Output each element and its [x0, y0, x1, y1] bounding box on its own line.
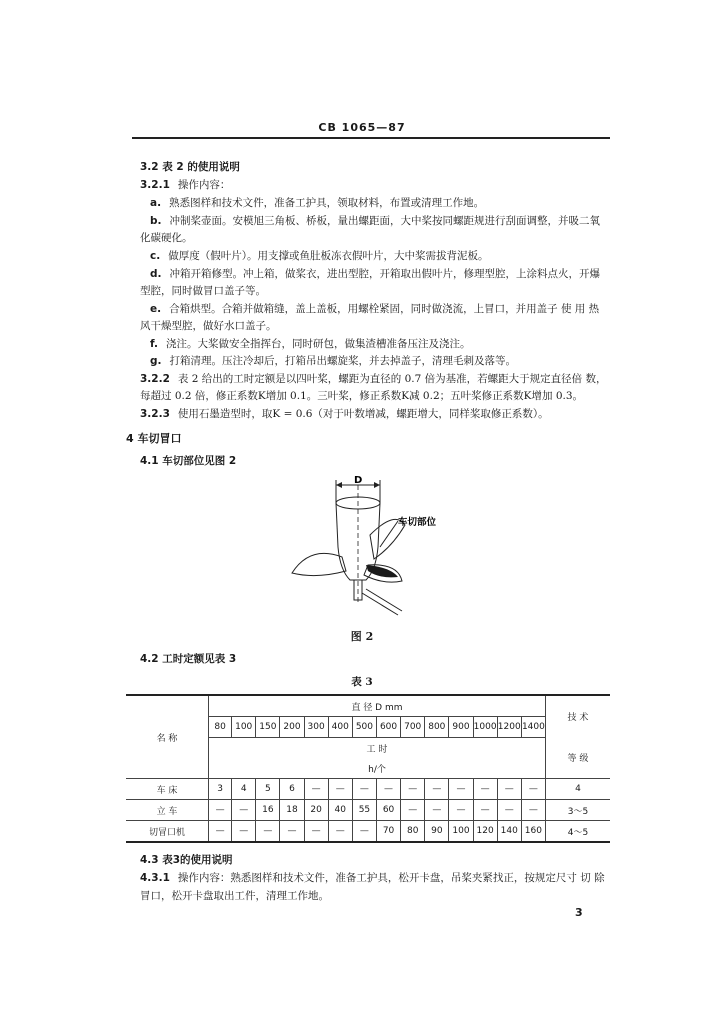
item-c-label: c. [150, 250, 161, 262]
row-value: 40 [328, 800, 352, 821]
item-f-text: 浇注。大桨做安全指挥台，同时研包，做集渣槽准备压注及浇注。 [165, 338, 471, 350]
clause-4-3-1-cont: 冒口，松开卡盘取出工件，清理工作地。 [140, 890, 329, 902]
item-b-text: 冲制桨壶面。安模旭三角板、桥板，量出螺距面，大中桨按同螺距规进行刮面调整，并吸二氧 [169, 215, 601, 227]
row-value: 4 [232, 779, 256, 800]
row-value: 160 [521, 821, 545, 843]
diameter-cell: 600 [376, 717, 400, 738]
table-3 [126, 694, 610, 843]
row-value: 55 [352, 800, 376, 821]
row-grade: 3～5 [545, 800, 610, 821]
row-value: 90 [425, 821, 449, 843]
item-b [150, 214, 600, 228]
item-e-label: e. [150, 303, 162, 315]
row-value: 120 [473, 821, 497, 843]
row-value: 70 [376, 821, 400, 843]
clause-4-3-1-label: 4.3.1 [140, 872, 170, 884]
clause-3-2-1-text: 操作内容： [177, 179, 231, 191]
row-value: — [401, 800, 425, 821]
cut-zone [366, 565, 398, 577]
row-value: 16 [256, 800, 280, 821]
row-name: 切冒口机 [126, 821, 209, 843]
clause-3-2-3-label: 3.2.3 [140, 408, 170, 420]
table-row [126, 779, 610, 800]
row-value: — [497, 800, 521, 821]
row-value: — [425, 800, 449, 821]
item-e-text: 合箱烘型。合箱并做箱缝，盖上盖板，用螺栓紧固，同时做浇流，上冒口，并用盖子 使 用 热 [169, 303, 600, 315]
row-value: — [401, 779, 425, 800]
row-value: — [256, 821, 280, 843]
row-value: — [449, 800, 473, 821]
clause-4-2: 4.2 工时定额见表 3 [140, 653, 237, 665]
header-rule [132, 137, 610, 139]
clause-3-2-2-cont: 每超过 0.2 倍，修正系数K增加 0.1。三叶桨，修正系数K减 0.2；五叶桨修正系数K增加 0.3。 [140, 390, 584, 402]
leader-line [380, 521, 398, 547]
row-value: — [449, 779, 473, 800]
clause-4-3-1 [140, 871, 605, 885]
table-row [126, 821, 610, 843]
row-value: — [232, 821, 256, 843]
item-d-cont: 型腔，同时做冒口盖子等。 [140, 285, 266, 297]
row-value: 20 [304, 800, 328, 821]
support-bar [362, 589, 402, 615]
row-value: 5 [256, 779, 280, 800]
item-g-text: 打箱清理。压注冷却后，打箱吊出螺旋桨，并去掉盖子，清理毛刺及落等。 [169, 355, 517, 367]
figure-caption: 图 2 [350, 630, 374, 643]
table-row [126, 800, 610, 821]
diameter-cell: 200 [280, 717, 304, 738]
diameter-cell: 100 [232, 717, 256, 738]
row-name: 车 床 [126, 779, 209, 800]
item-d [150, 267, 600, 281]
diameter-cell: 1400 [521, 717, 545, 738]
document-number: CB 1065—87 [318, 121, 406, 134]
diameter-cell: 500 [352, 717, 376, 738]
dimension-label: D [354, 475, 363, 486]
section-4-3-title: 4.3 表3的使用说明 [140, 854, 233, 866]
row-value: — [280, 821, 304, 843]
diameter-cell: 900 [449, 717, 473, 738]
row-value: — [232, 800, 256, 821]
header-diameter: 直 径 D mm [209, 695, 546, 717]
clause-4-1: 4.1 车切部位见图 2 [140, 455, 237, 467]
table-caption: 表 3 [351, 676, 373, 688]
row-value: — [304, 821, 328, 843]
item-d-label: d. [150, 268, 162, 280]
item-b-label: b. [150, 215, 162, 227]
section-4-title: 4 车切冒口 [126, 432, 182, 445]
header-grade: 等 级 [545, 738, 610, 779]
header-name: 名 称 [126, 695, 209, 779]
riser-side-left [336, 503, 338, 547]
item-g-label: g. [150, 355, 162, 367]
row-value: — [497, 779, 521, 800]
row-value: — [304, 779, 328, 800]
item-f-label: f. [150, 338, 158, 350]
item-e [150, 302, 599, 316]
row-value: 18 [280, 800, 304, 821]
cut-zone-label: 车切部位 [398, 517, 437, 528]
diameter-cell: 150 [256, 717, 280, 738]
row-value: — [352, 821, 376, 843]
clause-3-2-3 [140, 407, 549, 421]
clause-3-2-1-label: 3.2.1 [140, 179, 170, 191]
row-value: 100 [449, 821, 473, 843]
row-value: 60 [376, 800, 400, 821]
dimension-arrow-left [336, 482, 342, 488]
clause-4-3-1-text: 操作内容：熟悉图样和技术文件，准备工护具，松开卡盘，吊桨夹紧找正，按规定尺寸 切 除 [177, 872, 605, 884]
diameter-cell: 300 [304, 717, 328, 738]
row-value: — [425, 779, 449, 800]
diameter-cell: 400 [328, 717, 352, 738]
diameter-cell: 800 [425, 717, 449, 738]
diameter-cell: 1000 [473, 717, 497, 738]
row-value: — [521, 800, 545, 821]
row-value: 80 [401, 821, 425, 843]
row-value: — [473, 800, 497, 821]
header-unit: h/个 [209, 758, 546, 779]
row-value: 140 [497, 821, 521, 843]
row-value: — [376, 779, 400, 800]
row-value: 3 [209, 779, 232, 800]
row-value: 6 [280, 779, 304, 800]
row-value: — [209, 821, 232, 843]
diameter-cell: 80 [209, 717, 232, 738]
item-c-text: 做厚度（假叶片）。用支撑或鱼肚板冻衣假叶片，大中桨需拔背泥板。 [168, 250, 489, 262]
diameter-cell: 1200 [497, 717, 521, 738]
row-value: — [521, 779, 545, 800]
riser-side-right [378, 503, 380, 547]
blade-left [292, 553, 346, 575]
item-a-text: 熟悉图样和技术文件，准备工护具，领取材料，布置或清理工作地。 [169, 197, 485, 209]
item-a-label: a. [150, 197, 162, 209]
table-header-row-1 [126, 695, 610, 717]
row-value: — [209, 800, 232, 821]
row-grade: 4～5 [545, 821, 610, 843]
row-value: — [328, 779, 352, 800]
clause-3-2-3-text: 使用石墨造型时，取K = 0.6（对于叶数增减，螺距增大，同样桨取修正系数）。 [177, 408, 549, 420]
item-d-text: 冲箱开箱修型。冲上箱，做桨衣，进出型腔，开箱取出假叶片，修理型腔，上涂料点火，开爆 [169, 268, 601, 280]
row-grade: 4 [545, 779, 610, 800]
item-a [150, 196, 484, 210]
item-c [150, 249, 488, 263]
section-3-2-title: 3.2 表 2 的使用说明 [140, 161, 240, 173]
header-work: 工 时 [366, 744, 388, 755]
dimension-arrow-right [374, 482, 380, 488]
clause-3-2-2 [140, 372, 606, 386]
row-value: — [473, 779, 497, 800]
clause-3-2-2-text: 表 2 给出的工时定额是以四叶桨，螺距为直径的 0.7 倍为基准，若螺距大于规定直径倍 数， [177, 373, 607, 385]
diameter-cell: 700 [401, 717, 425, 738]
propeller-figure [280, 475, 460, 625]
row-name: 立 车 [126, 800, 209, 821]
clause-3-2-1 [140, 178, 230, 192]
row-value: — [328, 821, 352, 843]
item-f [150, 337, 470, 351]
item-g [150, 354, 516, 368]
item-b-cont: 化碳硬化。 [140, 232, 193, 244]
clause-3-2-2-label: 3.2.2 [140, 373, 170, 385]
item-e-cont: 风干燥型腔，做好水口盖子。 [140, 320, 277, 332]
page-number: 3 [575, 906, 583, 919]
row-value: — [352, 779, 376, 800]
header-tech: 技 术 [545, 695, 610, 738]
